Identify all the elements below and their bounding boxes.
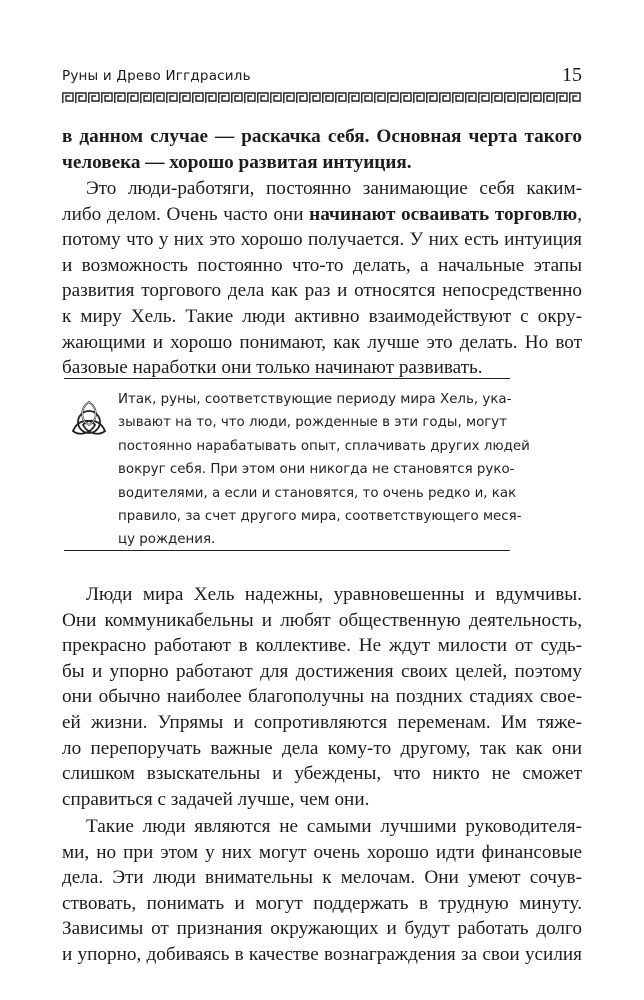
callout-line: Итак, руны, соответствующие периоду мира Хель, ука- bbox=[118, 392, 512, 407]
text-line: бы и упорно работают для достижения своих целей, поэтому bbox=[62, 660, 582, 682]
greek-key-border bbox=[62, 92, 582, 104]
text-line: дела. Эти люди внимательны к мелочам. Они умеют сочув- bbox=[62, 867, 582, 889]
paragraph-traits bbox=[62, 582, 582, 812]
text-line: Они коммуникабельны и любят общественную деятельность, bbox=[62, 609, 582, 631]
callout-line: вокруг себя. При этом они никогда не становятся руко- bbox=[118, 462, 515, 478]
text-run: , bbox=[577, 203, 582, 225]
text-line: человека — хорошо развитая интуиция. bbox=[62, 151, 412, 173]
text-line: ми, но при этом у них могут очень хорошо идти финансовые bbox=[62, 841, 582, 863]
paragraph-workers bbox=[62, 176, 582, 381]
callout-line: постоянно нарабатывать опыт, сплачивать других людей bbox=[118, 438, 530, 454]
text-line: ей жизни. Упрямы и сопротивляются переменам. Им тяже- bbox=[62, 711, 582, 733]
text-line: слишком взыскательны и убеждены, что никто не сможет bbox=[62, 763, 582, 785]
text-line: развития торгового дела как раз и относятся непосредственно bbox=[62, 280, 582, 302]
paragraph-intro bbox=[62, 124, 582, 175]
text-line-with-emphasis bbox=[62, 202, 582, 228]
text-line: они обычно наиболее благополучны на поздних стадиях свое- bbox=[62, 686, 582, 708]
text-line: жающими и хорошо понимают, как лучше это делать. Но вот bbox=[62, 331, 582, 353]
text-line: ствовать, понимать и могут поддержать в трудную минуту. bbox=[62, 892, 582, 914]
running-head bbox=[62, 64, 582, 88]
text-line: Такие люди являются не самыми лучшими руководителя- bbox=[86, 816, 582, 837]
text-line: Это люди-работяги, постоянно занимающие себя каким- bbox=[86, 178, 582, 199]
callout-line: водителями, а если и становятся, то очень редко и, как bbox=[118, 485, 517, 501]
text-line: справиться с задачей лучше, чем они. bbox=[62, 788, 370, 810]
text-line: Зависимы от признания окружающих и будут работать долго bbox=[62, 918, 582, 940]
text-line: потому что у них это хорошо получается. У них есть интуиция bbox=[62, 229, 582, 251]
callout-line: зывают на то, что люди, рожденные в эти годы, могут bbox=[118, 415, 508, 431]
text-line: ло перепоручать важные дела кому-то другому, так как они bbox=[62, 737, 582, 759]
text-line: в данном случае — раскачка себя. Основная черта такого bbox=[62, 126, 582, 147]
text-line: и возможность постоянно что-то делать, а начальные этапы bbox=[62, 254, 582, 276]
celtic-knot-icon bbox=[68, 398, 110, 440]
callout-line: цу рождения. bbox=[118, 532, 216, 548]
callout-line: правило, за счет другого мира, соответствующего меся- bbox=[118, 508, 522, 524]
callout-box bbox=[64, 378, 530, 554]
text-line: прекрасно работают в коллективе. Не ждут милости от судь- bbox=[62, 635, 582, 657]
callout-bottom-rule bbox=[64, 550, 510, 551]
callout-text bbox=[118, 388, 530, 552]
text-run: либо делом. Очень часто они bbox=[62, 203, 310, 225]
text-line: Люди мира Хель надежны, уравновешенны и вдумчивы. bbox=[86, 584, 582, 605]
text-line: базовые наработки они только начинают развивать. bbox=[62, 357, 483, 379]
page-number: 15 bbox=[562, 64, 582, 86]
callout-top-rule bbox=[64, 378, 510, 379]
text-line: к миру Хель. Такие люди активно взаимодействуют с окру- bbox=[62, 305, 582, 327]
paragraph-leaders bbox=[62, 814, 582, 968]
running-title: Руны и Древо Иггдрасиль bbox=[62, 68, 251, 84]
text-line: и упорно, добиваясь в качестве вознаграждения за свои усилия bbox=[62, 943, 582, 965]
emphasis-text: начинают осваивать торговлю bbox=[309, 203, 578, 225]
